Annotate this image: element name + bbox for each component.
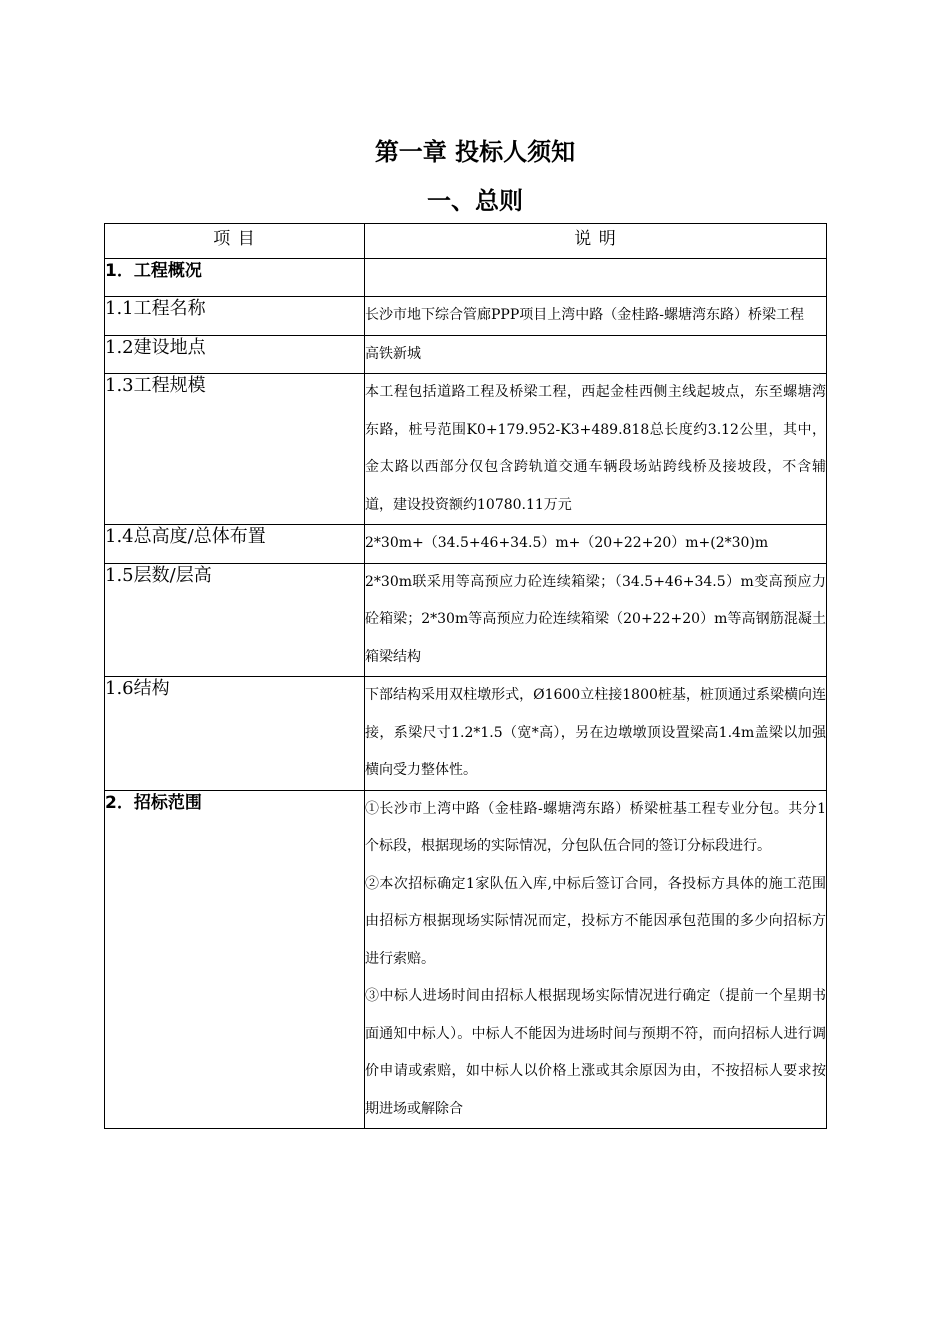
row-item-label: 1.4总高度/总体布置 — [105, 525, 365, 564]
row-item-label: 1.3工程规模 — [105, 374, 365, 525]
table-row — [105, 259, 827, 297]
chapter-title: 第一章 投标人须知 — [374, 138, 576, 166]
row-description — [365, 790, 827, 1129]
row-item-label: 1．工程概况 — [105, 259, 365, 297]
row-description: 高铁新城 — [365, 335, 827, 374]
row-item-label: 1.5层数/层高 — [105, 563, 365, 677]
scope-paragraph: ③中标人进场时间由招标人根据现场实际情况进行确定（提前一个星期书面通知中标人）。中标人不能因为进场时间与预期不符，而向招标人进行调价申请或索赔，如中标人以价格上涨或其余原因为由，不按招标人要求按期进场或解除合 — [365, 988, 826, 1117]
row-item-label: 1.2建设地点 — [105, 335, 365, 374]
scope-paragraph: ②本次招标确定1家队伍入库,中标后签订合同，各投标方具体的施工范围由招标方根据现场实际情况而定，投标方不能因承包范围的多少向招标方进行索赔。 — [365, 875, 826, 967]
table-row — [105, 335, 827, 374]
section-title: 一、总则 — [427, 187, 523, 215]
table-header-row — [105, 224, 827, 259]
table-row — [105, 525, 827, 564]
row-item-label: 1.6结构 — [105, 677, 365, 791]
row-description: 2*30m联采用等高预应力砼连续箱梁；（34.5+46+34.5）m变高预应力砼箱梁；2*30m等高预应力砼连续箱梁（20+22+20）m等高钢筋混凝土箱梁结构 — [365, 563, 827, 677]
header-desc: 说 明 — [365, 224, 827, 259]
row-description — [365, 259, 827, 297]
header-item: 项 目 — [105, 224, 365, 259]
scope-paragraph: ①长沙市上湾中路（金桂路-螺塘湾东路）桥梁桩基工程专业分包。共分1个标段，根据现场的实际情况，分包队伍合同的签订分标段进行。 — [365, 800, 826, 854]
general-rules-table — [104, 223, 827, 1129]
table-row — [105, 790, 827, 1129]
table-row — [105, 563, 827, 677]
table-row — [105, 374, 827, 525]
row-item-label: 1.1工程名称 — [105, 297, 365, 336]
row-description: 本工程包括道路工程及桥梁工程，西起金桂西侧主线起坡点，东至螺塘湾东路，桩号范围K0+179.952-K3+489.818总长度约3.12公里，其中，金太路以西部分仅包含跨轨道交通车辆段场站跨线桥及接坡段，不含辅道，建设投资额约10780.11万元 — [365, 374, 827, 525]
row-item-label: 2．招标范围 — [105, 790, 365, 1129]
table-row — [105, 297, 827, 336]
row-description: 2*30m+（34.5+46+34.5）m+（20+22+20）m+(2*30)m — [365, 525, 827, 564]
table-row — [105, 677, 827, 791]
row-description: 长沙市地下综合管廊PPP项目上湾中路（金桂路-螺塘湾东路）桥梁工程 — [365, 297, 827, 336]
row-description: 下部结构采用双柱墩形式，Ø1600立柱接1800桩基，桩顶通过系梁横向连接，系梁尺寸1.2*1.5（宽*高），另在边墩墩顶设置梁高1.4m盖梁以加强横向受力整体性。 — [365, 677, 827, 791]
